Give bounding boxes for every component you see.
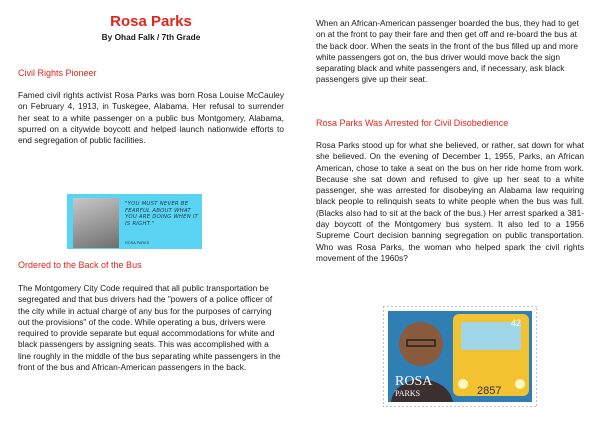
page-title: Rosa Parks xyxy=(110,13,192,30)
stamp-denomination: 42 xyxy=(511,318,522,328)
quote-text: "YOU MUST NEVER BE FEARFUL ABOUT WHAT YOU ARE DOING WHEN IT IS RIGHT." xyxy=(125,201,199,227)
stamp-name-line1: ROSA xyxy=(395,374,433,389)
byline: By Ohad Falk / 7th Grade xyxy=(101,32,201,42)
section-body-back-of-bus: The Montgomery City Code required that all public transportation be segregated and that bus drivers had the "powers of a police officer of the city while in actual charge of any bus for the purposes of carrying out the provisions" of the code. While operating a bus, drivers were required to provide separate but equal accommodations for white and black passengers by assigning seats. This was accomplished with a line roughly in the middle of the bus separating white passengers in the front of the bus and African-American passengers in the back. xyxy=(18,283,281,373)
section-heading-back-of-bus: Ordered to the Back of the Bus xyxy=(18,260,142,270)
quote-image xyxy=(67,194,202,249)
section-body-civil-rights-pioneer: Famed civil rights activist Rosa Parks was born Rosa Louise McCauley on February 4, 1913, in Tuskegee, Alabama. Her refusal to surrender her seat to a white passenger on a public bus Montgomery, Alabama, spurred on a citywide boycott and helped launch nationwide efforts to end segregation of public facilities. xyxy=(18,90,284,146)
quote-author: ROSA PARKS xyxy=(125,241,150,245)
stamp-headlight-left xyxy=(458,379,468,389)
stamp-headlight-right xyxy=(515,379,525,389)
section-heading-civil-rights-pioneer: Civil Rights Pioneer xyxy=(18,68,97,78)
rosa-parks-stamp xyxy=(383,306,537,407)
section-body-continued: When an African-American passenger boarded the bus, they had to get on at the front to pay their fare and then get off and re-board the bus at the back door. When the seats in the front of the bus filled up and more white passengers got on, the bus driver would move back the sign separating black and white passengers and, if necessary, ask black passengers give up their seat. xyxy=(316,18,579,85)
rosa-parks-photo xyxy=(73,198,119,248)
section-heading-arrested: Rosa Parks Was Arrested for Civil Disobedience xyxy=(316,118,509,128)
stamp-name-line2: PARKS xyxy=(395,389,421,398)
stamp-portrait-head xyxy=(399,322,443,366)
section-body-arrested: Rosa Parks stood up for what she believed, or rather, sat down for what she believed. On the evening of December 1, 1955, Parks, an African American, chose to take a seat on the bus on her ride home from work. Because she sat down and refused to give up her seat to a white passenger, she was arrested for disobeying an Alabama law requiring black people to relinquish seats to white people when the bus was full. (Blacks also had to sit at the back of the bus.) Her arrest sparked a 381-day boycott of the Montgomery bus system. It also led to a 1956 Supreme Court decision banning segregation on public transportation. Who was Rosa Parks, the woman who helped spark the civil rights movement of the 1960s? xyxy=(316,140,584,263)
stamp-bus-number: 2857 xyxy=(477,385,502,397)
